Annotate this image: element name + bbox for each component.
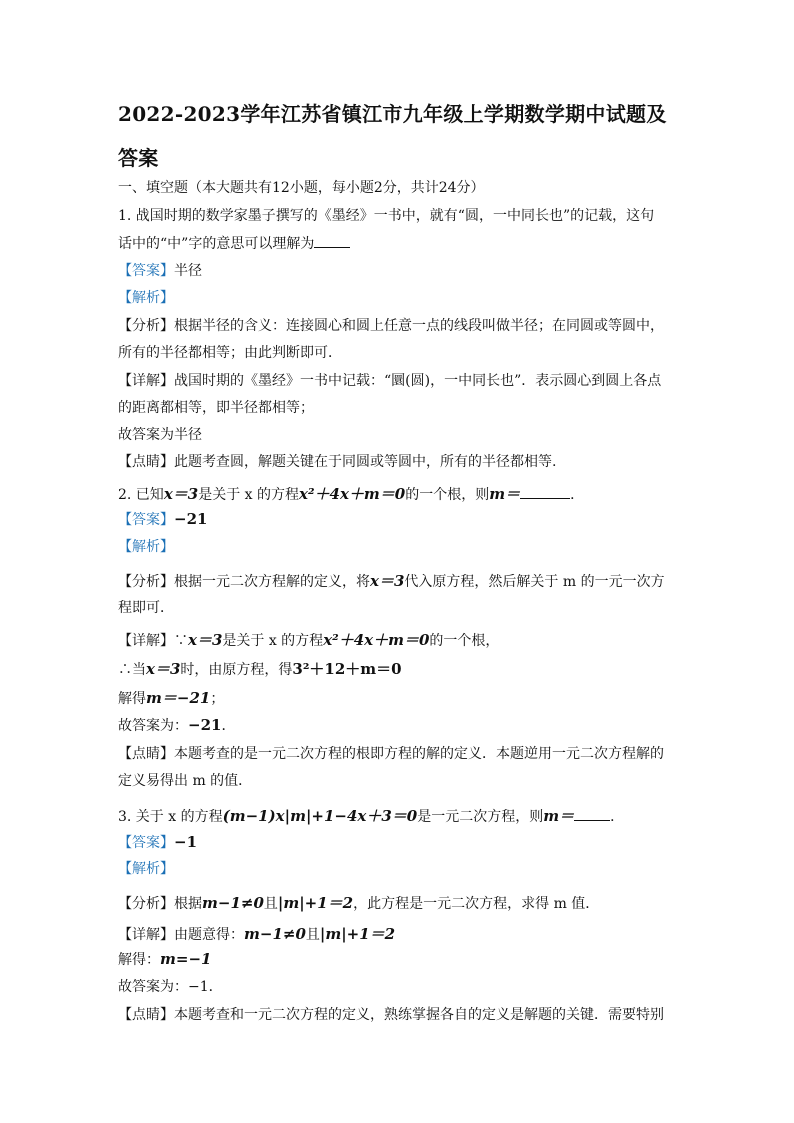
document-title-line2: 答案 xyxy=(118,146,159,170)
xiangjie-tag: 【详解】 xyxy=(118,373,174,389)
q2-answer-blank xyxy=(520,484,570,499)
document-title-line1: 2022-2023学年江苏省镇江市九年级上学期数学期中试题及 xyxy=(118,102,667,126)
q3-math-cond1: m−1≠0 xyxy=(202,894,264,912)
q2-xiangjie-line1 xyxy=(118,630,499,651)
analysis-tag: 【解析】 xyxy=(118,290,174,306)
q2-math-m: m＝ xyxy=(489,485,521,503)
q2-l2-b: 时，由原方程，得 xyxy=(180,662,293,678)
q2-l3-b: ； xyxy=(210,691,225,707)
q2-answer xyxy=(118,509,207,530)
dianjing-tag: 【点睛】 xyxy=(118,1007,174,1023)
q2-l3-a: 解得 xyxy=(118,691,146,707)
q3-math-cond2: |m|+1＝2 xyxy=(277,894,354,912)
q2-fenxi-line1 xyxy=(118,571,665,592)
q2-math-solution: m＝−21 xyxy=(146,689,211,707)
q3-l2-a: 解得： xyxy=(118,952,160,968)
q3-xiangjie-line1 xyxy=(118,924,395,945)
q1-stem-line1: 1. 战国时期的数学家墨子撰写的《墨经》一书中，就有“圆，一中同长也”的记载，这句 xyxy=(118,208,655,224)
q2-l4-b: ． xyxy=(221,718,236,734)
q3-answer xyxy=(118,832,197,853)
answer-tag: 【答案】 xyxy=(118,263,174,279)
q1-fenxi-text1: 根据半径的含义：连接圆心和圆上任意一点的线段叫做半径；在同圆或等圆中， xyxy=(174,318,664,334)
q1-stem-text: 话中的“中”字的意思可以理解为 xyxy=(118,236,315,252)
q2-fenxi-b: 代入原方程，然后解关于 m 的一元一次方 xyxy=(404,574,665,590)
q2-stem-end: ． xyxy=(570,487,585,503)
q2-l2-a: ∴当 xyxy=(118,662,146,678)
q2-conclusion xyxy=(118,715,235,736)
q3-fenxi-a: 根据 xyxy=(174,896,202,912)
fenxi-tag: 【分析】 xyxy=(118,574,174,590)
answer-tag: 【答案】 xyxy=(118,512,174,528)
q1-answer xyxy=(118,261,202,281)
xiangjie-tag: 【详解】 xyxy=(118,927,174,943)
q1-answer-text: 半径 xyxy=(174,263,202,279)
q2-dianjing-text1: 本题考查的是一元二次方程的根即方程的解的定义．本题逆用一元二次方程解的 xyxy=(174,746,664,762)
q1-jiexi xyxy=(118,288,174,308)
q2-math-x3c: x＝3 xyxy=(188,631,223,649)
q2-answer-value: −21 xyxy=(174,510,208,528)
q2-math-x3b: x＝3 xyxy=(370,572,405,590)
q2-jiexi xyxy=(118,537,174,557)
q1-answer-blank xyxy=(314,233,350,248)
q2-xiangjie-line2 xyxy=(118,659,402,680)
fenxi-tag: 【分析】 xyxy=(118,318,174,334)
q3-math-m: m＝ xyxy=(543,807,575,825)
q3-xj-a: 由题意得： xyxy=(174,927,244,943)
q2-l4-a: 故答案为： xyxy=(118,718,188,734)
q3-dianjing-text: 本题考查和一元二次方程的定义，熟练掌握各自的定义是解题的关键．需要特别 xyxy=(174,1007,664,1023)
q3-xiangjie-line2 xyxy=(118,949,211,970)
q3-stem-end: ． xyxy=(610,809,625,825)
analysis-tag: 【解析】 xyxy=(118,539,174,555)
q3-stem-b: 是一元二次方程，则 xyxy=(417,809,544,825)
q1-conclusion: 故答案为半径 xyxy=(118,427,202,443)
q3-fenxi-c: ，此方程是一元二次方程，求得 m 值． xyxy=(353,896,600,912)
q3-answer-value: −1 xyxy=(174,833,198,851)
q1-xiangjie-text1: 战国时期的《墨经》一书中记载：“圜(圆)，一中同长也”．表示圆心到圆上各点 xyxy=(174,373,662,389)
q1-stem-line2 xyxy=(118,233,350,254)
q3-math-equation: (m−1)x|m|+1−4x＋3＝0 xyxy=(222,807,418,825)
dianjing-tag: 【点睛】 xyxy=(118,454,174,470)
q3-jiexi xyxy=(118,859,174,879)
q1-xiangjie-line1 xyxy=(118,371,661,391)
q3-stem-a: 3. 关于 x 的方程 xyxy=(118,809,223,825)
q2-stem-c: 的一个根，则 xyxy=(405,487,490,503)
q3-math-solution: m=−1 xyxy=(160,950,212,968)
q2-math-substitution: 3²＋12＋m＝0 xyxy=(292,660,402,678)
q2-math-x3d: x＝3 xyxy=(146,660,181,678)
q3-math-cond2b: |m|+1＝2 xyxy=(319,925,396,943)
q1-fenxi-line2: 所有的半径都相等；由此判断即可． xyxy=(118,345,342,361)
fenxi-tag: 【分析】 xyxy=(118,896,174,912)
q1-xiangjie-line2: 的距离都相等，即半径都相等； xyxy=(118,400,314,416)
analysis-tag: 【解析】 xyxy=(118,861,174,877)
q2-xj-b: 是关于 x 的方程 xyxy=(222,633,324,649)
q2-stem xyxy=(118,484,584,505)
q1-dianjing xyxy=(118,452,556,472)
q3-answer-blank xyxy=(574,806,610,821)
q2-xj-a: ∵ xyxy=(174,633,188,649)
q2-math-x3: x＝3 xyxy=(163,485,199,503)
q3-math-cond1b: m−1≠0 xyxy=(244,925,306,943)
section-heading: 一、填空题（本大题共有12小题，每小题2分，共计24分） xyxy=(118,180,485,196)
q2-fenxi-a: 根据一元二次方程解的定义，将 xyxy=(174,574,370,590)
q3-fenxi-b: 且 xyxy=(263,896,278,912)
q3-xj-b: 且 xyxy=(305,927,320,943)
q2-math-equation: x²＋4x＋m＝0 xyxy=(299,485,406,503)
q2-fenxi-line2: 程即可． xyxy=(118,600,174,616)
q1-fenxi-line1 xyxy=(118,316,664,336)
q2-math-equation2: x²＋4x＋m＝0 xyxy=(323,631,430,649)
dianjing-tag: 【点睛】 xyxy=(118,746,174,762)
q2-stem-a: 2. 已知 xyxy=(118,487,164,503)
q3-conclusion: 故答案为：−1． xyxy=(118,979,223,995)
q2-math-final: −21 xyxy=(188,716,222,734)
q2-dianjing-line1 xyxy=(118,744,664,764)
q3-stem xyxy=(118,806,624,827)
q2-dianjing-line2: 定义易得出 m 的值． xyxy=(118,773,253,789)
q3-dianjing xyxy=(118,1005,664,1025)
q2-xiangjie-line3 xyxy=(118,688,224,709)
q2-xj-c: 的一个根， xyxy=(429,633,500,649)
xiangjie-tag: 【详解】 xyxy=(118,633,174,649)
q3-fenxi xyxy=(118,893,599,914)
answer-tag: 【答案】 xyxy=(118,835,174,851)
q1-dianjing-text: 此题考查圆，解题关键在于同圆或等圆中，所有的半径都相等. xyxy=(174,454,557,470)
q2-stem-b: 是关于 x 的方程 xyxy=(198,487,299,503)
